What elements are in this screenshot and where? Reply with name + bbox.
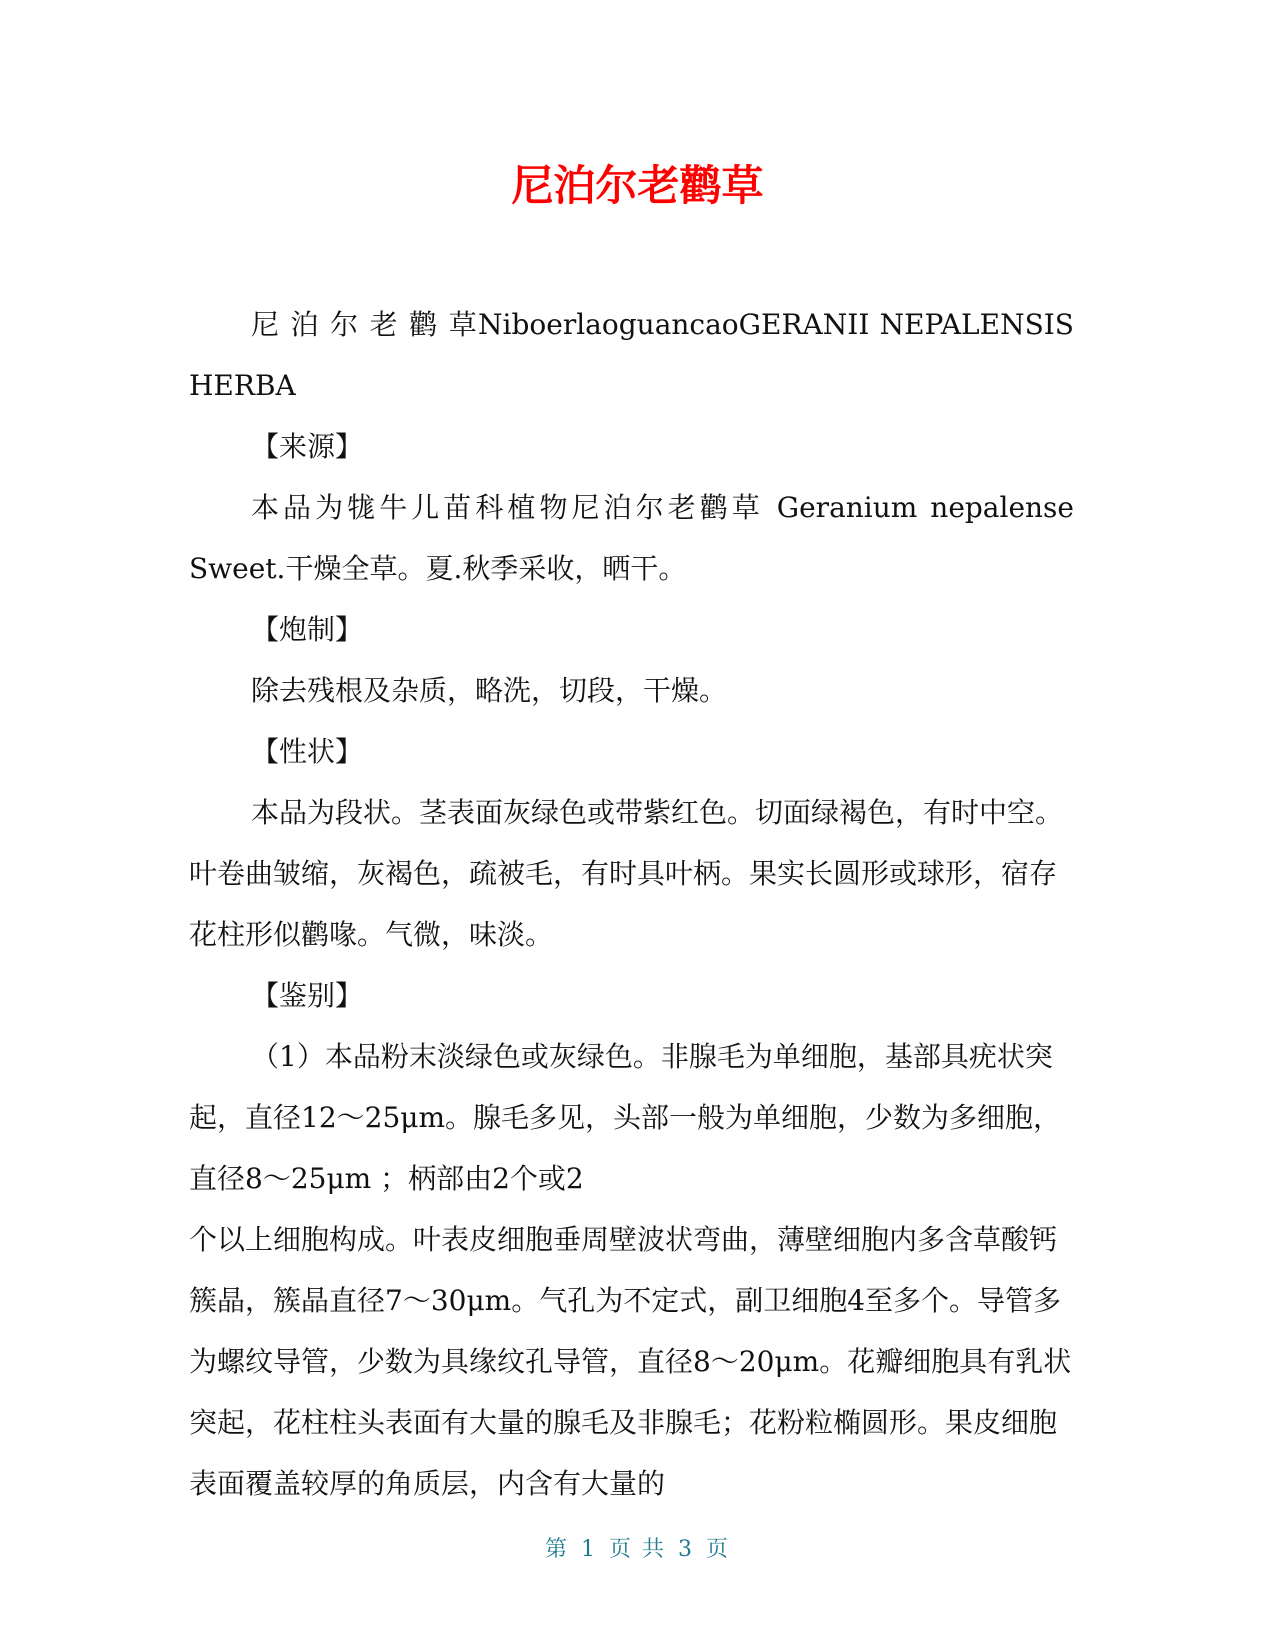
footer-prefix: 第 bbox=[544, 1537, 569, 1562]
document-body bbox=[189, 294, 1074, 1514]
identification-text-part1: （1）本品粉末淡绿色或灰绿色。非腺毛为单细胞，基部具疣状突起，直径12～25μm。腺毛多见，头部一般为单细胞，少数为多细胞，直径8～25μm ；柄部由2个或2 bbox=[189, 1040, 1062, 1195]
page-footer bbox=[0, 1532, 1275, 1563]
footer-total-pages: 3 bbox=[678, 1537, 694, 1562]
section-heading-source: 【来源】 bbox=[251, 430, 364, 463]
footer-middle: 页 共 bbox=[609, 1537, 666, 1562]
footer-page-number: 1 bbox=[581, 1537, 597, 1562]
section-heading-description: 【性状】 bbox=[251, 735, 364, 768]
latin-name-line-continued: HERBA bbox=[189, 369, 296, 402]
description-text: 本品为段状。茎表面灰绿色或带紫红色。切面绿褐色，有时中空。叶卷曲皱缩，灰褐色，疏被毛，有时具叶柄。果实长圆形或球形，宿存花柱形似鹳喙。气微，味淡。 bbox=[189, 796, 1064, 951]
section-heading-identification: 【鉴别】 bbox=[251, 979, 364, 1012]
latin-name-line: 尼 泊 尔 老 鹳 草NiboerlaoguancaoGERANII NEPALENSIS bbox=[251, 308, 1074, 341]
page-title: 尼泊尔老鹳草 bbox=[511, 161, 764, 210]
identification-text-part2: 个以上细胞构成。叶表皮细胞垂周壁波状弯曲，薄壁细胞内多含草酸钙簇晶，簇晶直径7～30μm。气孔为不定式，副卫细胞4至多个。导管多为螺纹导管，少数为具缘纹孔导管，直径8～20μm。花瓣细胞具有乳状突起，花柱柱头表面有大量的腺毛及非腺毛；花粉粒椭圆形。果皮细胞表面覆盖较厚的角质层，内含有大量的 bbox=[189, 1223, 1072, 1500]
footer-suffix: 页 bbox=[706, 1537, 731, 1562]
section-heading-processing: 【炮制】 bbox=[251, 613, 364, 646]
processing-text: 除去残根及杂质，略洗，切段，干燥。 bbox=[251, 674, 728, 707]
source-text-line1: 本品为牻牛儿苗科植物尼泊尔老鹳草 Geranium nepalense bbox=[251, 491, 1074, 524]
source-text-line2: Sweet.干燥全草。夏.秋季采收，晒干。 bbox=[189, 552, 687, 585]
